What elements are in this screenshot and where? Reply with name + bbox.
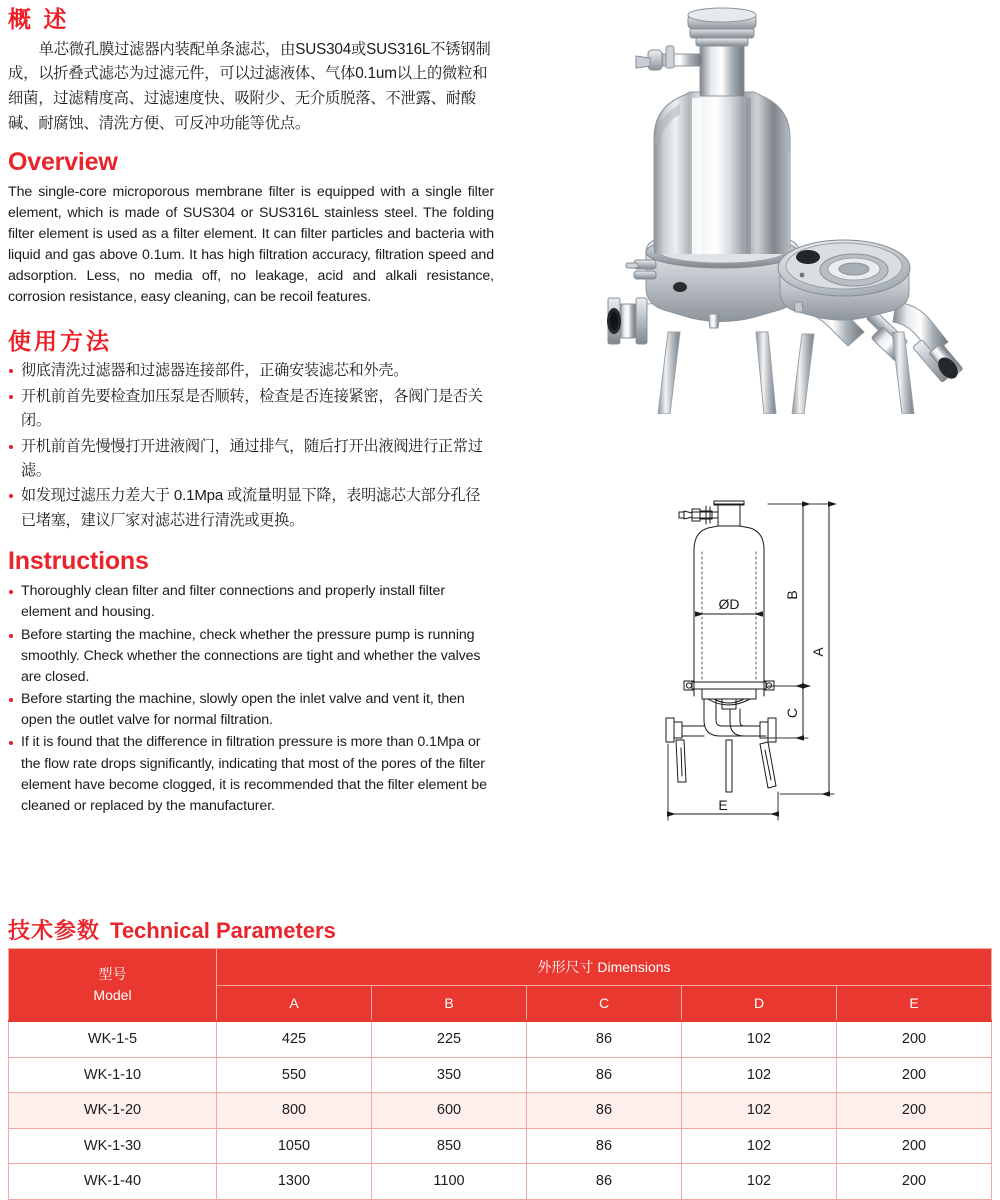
tech-params-table (8, 948, 992, 1200)
header-col-b: B (372, 986, 527, 1022)
instructions-list-en (8, 581, 494, 817)
drawing-support-legs (676, 740, 776, 792)
table-row (9, 1164, 992, 1200)
cell-e: 200 (837, 1057, 992, 1093)
second-unit-ferrule (913, 340, 963, 383)
dimension-label-b: B (784, 590, 800, 600)
header-col-c: C (527, 986, 682, 1022)
header-model-cn: 型号 (98, 966, 127, 983)
cell-a: 550 (217, 1057, 372, 1093)
text-column (8, 6, 494, 818)
technical-drawing (648, 482, 1000, 840)
cell-d: 102 (682, 1093, 837, 1129)
tech-params-heading-cn: 技术参数 (8, 918, 101, 943)
list-item: If it is found that the difference in filtration pressure is more than 0.1Mpa or the flow rate drops significantly, indicating that most of the pores of the filter element have become clogged, it is recommended that the filter element be cleaned or replaced by the manufacturer. (8, 732, 494, 817)
cell-c: 86 (527, 1057, 682, 1093)
overview-heading-cn: 概 述 (8, 6, 70, 32)
cell-a: 800 (217, 1093, 372, 1129)
cell-e: 200 (837, 1164, 992, 1200)
filter-head-disassembled (778, 240, 963, 414)
list-item: 开机前首先慢慢打开进液阀门，通过排气，随后打开出液阀进行正常过滤。 (8, 435, 494, 484)
cell-d: 102 (682, 1164, 837, 1200)
cell-c: 86 (527, 1128, 682, 1164)
cell-a: 1300 (217, 1164, 372, 1200)
drawing-head-assembly (684, 681, 774, 709)
product-photo (596, 2, 996, 414)
header-col-a: A (217, 986, 372, 1022)
tech-params-table-wrap (8, 948, 991, 1200)
vent-valve (636, 46, 702, 70)
usage-heading-cn: 使用方法 (8, 327, 112, 354)
cell-d: 102 (682, 1021, 837, 1057)
table-body (9, 1021, 992, 1199)
tech-params-heading (8, 914, 336, 945)
header-model (9, 949, 217, 1022)
drawing-elbows (666, 699, 776, 742)
cell-e: 200 (837, 1021, 992, 1057)
cell-b: 225 (372, 1021, 527, 1057)
cell-a: 425 (217, 1021, 372, 1057)
cell-model: WK-1-5 (9, 1021, 217, 1057)
table-row (9, 1128, 992, 1164)
cell-c: 86 (527, 1164, 682, 1200)
drawing-vent-valve (679, 506, 718, 524)
overview-heading-en: Overview (8, 147, 118, 176)
cell-b: 600 (372, 1093, 527, 1129)
cell-model: WK-1-30 (9, 1128, 217, 1164)
cell-d: 102 (682, 1128, 837, 1164)
housing-legs (658, 332, 776, 414)
table-row (9, 1093, 992, 1129)
cell-b: 350 (372, 1057, 527, 1093)
table-head (9, 949, 992, 1022)
instructions-heading-en: Instructions (8, 547, 149, 576)
header-col-d: D (682, 986, 837, 1022)
list-item: 如发现过滤压力差大于 0.1Mpa 或流量明显下降，表明滤芯大部分孔径已堵塞，建议厂家对滤芯进行清洗或更换。 (8, 484, 494, 533)
cell-b: 850 (372, 1128, 527, 1164)
list-item: Before starting the machine, check whether the pressure pump is running smoothly. Check whether the connections are tight and whether the valves are closed. (8, 625, 494, 688)
table-row (9, 1021, 992, 1057)
header-dimensions-group: 外形尺寸 Dimensions (217, 949, 992, 986)
table-row (9, 1057, 992, 1093)
cell-e: 200 (837, 1093, 992, 1129)
list-item: 开机前首先要检查加压泵是否顺转，检查是否连接紧密，各阀门是否关闭。 (8, 385, 494, 434)
usage-list-cn (8, 359, 494, 533)
clamp-wingnut (626, 260, 656, 279)
overview-body-cn: 单芯微孔膜过滤器内装配单条滤芯，由SUS304或SUS316L不锈钢制成，以折叠式滤芯为过滤元件，可以过滤液体、气体0.1um以上的微粒和细菌，过滤精度高、过滤速度快、吸附少、无介质脱落、不泄露、耐酸碱、耐腐蚀、清洗方便、可反冲功能等优点。 (8, 40, 491, 132)
cell-b: 1100 (372, 1164, 527, 1200)
top-outlet-neck (688, 8, 756, 96)
dimension-label-a: A (810, 647, 826, 657)
dimension-label-diameter: ØD (718, 596, 740, 612)
header-col-e: E (837, 986, 992, 1022)
list-item: 彻底清洗过滤器和过滤器连接部件，正确安装滤芯和外壳。 (8, 359, 494, 383)
cell-c: 86 (527, 1093, 682, 1129)
list-item: Thoroughly clean filter and filter connections and properly install filter element and housing. (8, 581, 494, 623)
overview-body-en: The single-core microporous membrane filter is equipped with a single filter element, which is made of SUS304 or SUS316L stainless steel. The folding filter element is used as a filter element. It can filter particles and bacteria with liquid and gas above 0.1um. It has high filtration accuracy, filtration speed and adsorption. Less, no media off, no leakage, acid and alkali resistance, corrosion resistance, easy cleaning, can be recoil features. (8, 183, 494, 306)
filter-housing-body (654, 92, 790, 254)
header-model-en: Model (93, 986, 132, 1003)
tech-params-heading-en: Technical Parameters (110, 918, 336, 943)
dimension-label-c: C (784, 707, 800, 719)
cell-model: WK-1-10 (9, 1057, 217, 1093)
cell-c: 86 (527, 1021, 682, 1057)
drawing-top-neck (714, 501, 744, 526)
cell-model: WK-1-20 (9, 1093, 217, 1129)
cell-model: WK-1-40 (9, 1164, 217, 1200)
cell-a: 1050 (217, 1128, 372, 1164)
cell-e: 200 (837, 1128, 992, 1164)
dimension-label-e: E (718, 797, 728, 813)
table-header-row-1 (9, 949, 992, 986)
left-ferrule (607, 298, 647, 344)
cell-d: 102 (682, 1057, 837, 1093)
list-item: Before starting the machine, slowly open the inlet valve and vent it, then open the outlet valve for normal filtration. (8, 689, 494, 731)
